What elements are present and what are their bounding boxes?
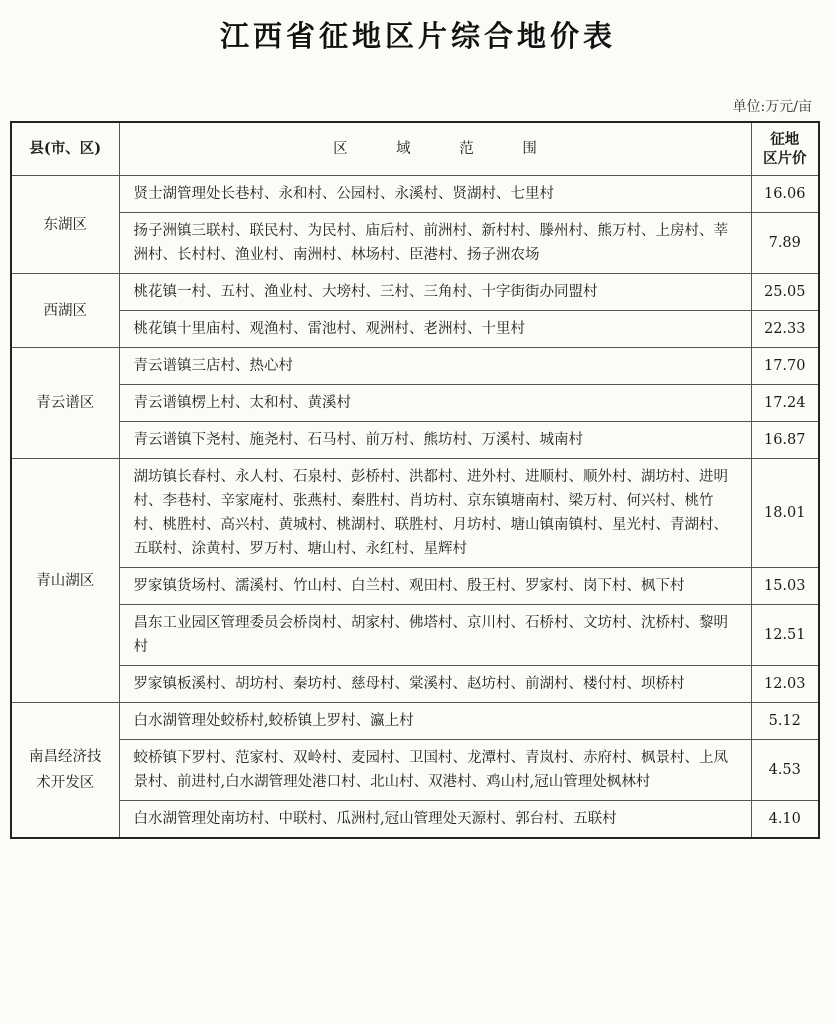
table-row [11,666,819,703]
area-cell: 扬子洲镇三联村、联民村、为民村、庙后村、前洲村、新村村、滕州村、熊万村、上房村、莘洲村、长村村、渔业村、南洲村、林场村、臣港村、扬子洲农场 [119,213,751,274]
area-cell: 白水湖管理处南坊村、中联村、瓜洲村,冠山管理处天源村、郭台村、五联村 [119,801,751,839]
price-cell: 4.10 [751,801,819,839]
table-row [11,740,819,801]
area-cell: 蛟桥镇下罗村、范家村、双岭村、麦园村、卫国村、龙潭村、青岚村、赤府村、枫景村、上凤景村、前进村,白水湖管理处港口村、北山村、双港村、鸡山村,冠山管理处枫林村 [119,740,751,801]
table-row [11,568,819,605]
header-price-line2: 区片价 [763,150,807,167]
table-row [11,459,819,568]
price-cell: 16.87 [751,422,819,459]
county-cell: 青云谱区 [11,348,119,459]
area-cell: 罗家镇货场村、濡溪村、竹山村、白兰村、观田村、殷王村、罗家村、岗下村、枫下村 [119,568,751,605]
price-cell: 16.06 [751,176,819,213]
area-cell: 罗家镇板溪村、胡坊村、秦坊村、慈母村、棠溪村、赵坊村、前湖村、楼付村、坝桥村 [119,666,751,703]
area-cell: 青云谱镇楞上村、太和村、黄溪村 [119,385,751,422]
price-cell: 5.12 [751,703,819,740]
table-row [11,274,819,311]
county-cell: 西湖区 [11,274,119,348]
land-price-table [10,121,820,839]
price-cell: 12.03 [751,666,819,703]
table-row [11,385,819,422]
area-cell: 贤士湖管理处长巷村、永和村、公园村、永溪村、贤湖村、七里村 [119,176,751,213]
area-cell: 青云谱镇下尧村、施尧村、石马村、前万村、熊坊村、万溪村、城南村 [119,422,751,459]
price-cell: 25.05 [751,274,819,311]
table-row [11,703,819,740]
county-cell: 南昌经济技术开发区 [11,703,119,839]
price-cell: 17.24 [751,385,819,422]
area-cell: 白水湖管理处蛟桥村,蛟桥镇上罗村、瀛上村 [119,703,751,740]
price-cell: 4.53 [751,740,819,801]
header-price [751,122,819,176]
county-cell: 青山湖区 [11,459,119,703]
header-price-line1: 征地 [770,131,800,148]
area-cell: 桃花镇十里庙村、观渔村、雷池村、观洲村、老洲村、十里村 [119,311,751,348]
area-cell: 昌东工业园区管理委员会桥岗村、胡家村、佛塔村、京川村、石桥村、文坊村、沈桥村、黎明村 [119,605,751,666]
price-cell: 7.89 [751,213,819,274]
table-row [11,176,819,213]
price-cell: 15.03 [751,568,819,605]
unit-note: 单位:万元/亩 [732,99,812,115]
table-row [11,801,819,839]
area-cell: 湖坊镇长春村、永人村、石泉村、彭桥村、洪都村、进外村、进顺村、顺外村、湖坊村、进明村、李巷村、辛家庵村、张燕村、秦胜村、肖坊村、京东镇塘南村、梁万村、何兴村、桃竹村、桃胜村、高兴村、黄城村、桃湖村、联胜村、月坊村、塘山镇南镇村、星光村、青湖村、五联村、涂黄村、罗万村、塘山村、永红村、星辉村 [119,459,751,568]
header-area: 区 域 范 围 [119,122,751,176]
county-cell: 东湖区 [11,176,119,274]
document-title: 江西省征地区片综合地价表 [219,19,616,53]
header-county: 县(市、区) [11,122,119,176]
table-row [11,348,819,385]
table-row [11,422,819,459]
price-cell: 18.01 [751,459,819,568]
table-header-row [11,122,819,176]
table-body [11,176,819,839]
area-cell: 青云谱镇三店村、热心村 [119,348,751,385]
table-row [11,605,819,666]
area-cell: 桃花镇一村、五村、渔业村、大塝村、三村、三角村、十字街街办同盟村 [119,274,751,311]
price-cell: 17.70 [751,348,819,385]
table-row [11,311,819,348]
price-cell: 12.51 [751,605,819,666]
table-row [11,213,819,274]
price-cell: 22.33 [751,311,819,348]
